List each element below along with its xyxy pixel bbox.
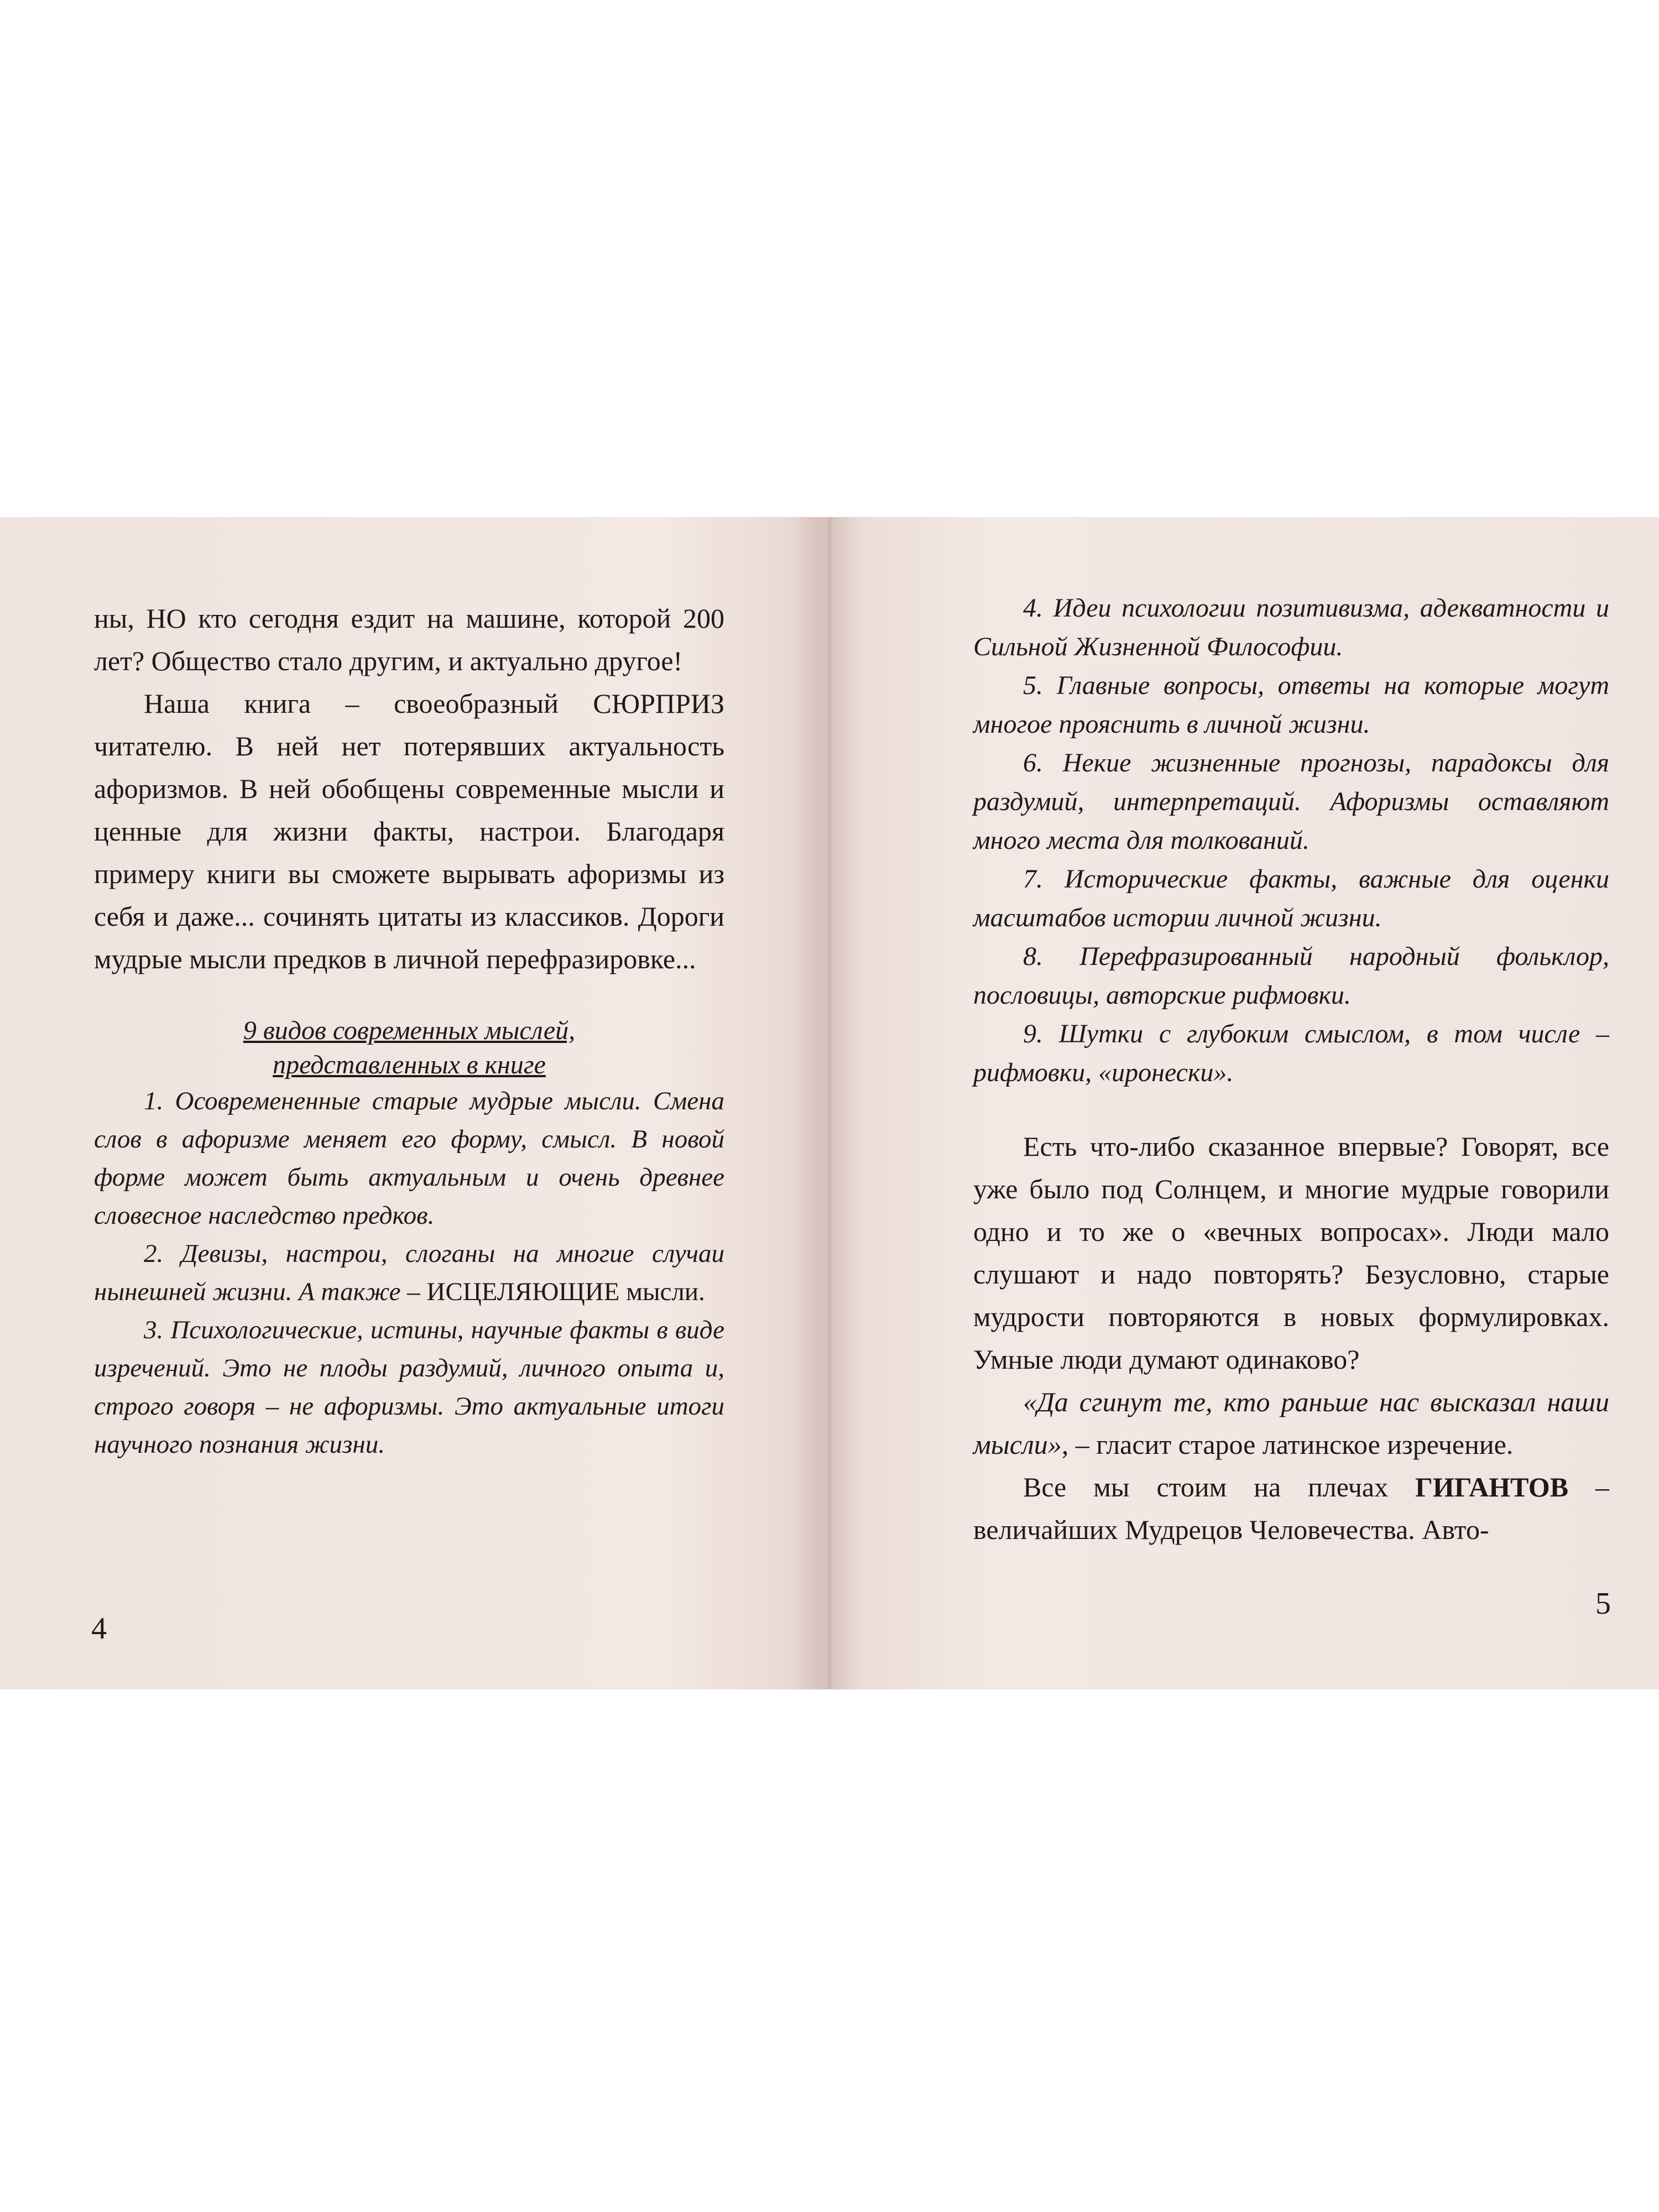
list-item-4: 4. Идеи психологии позитивизма, адекватности и Сильной Жизненной Философии. <box>973 593 1609 661</box>
left-page <box>0 517 830 1689</box>
section-heading-line-1: 9 видов современных мыслей, <box>243 1016 576 1045</box>
list-item-2-tail: мысли. <box>626 1277 705 1306</box>
last-lead: Все мы стоим на плечах <box>1023 1472 1389 1503</box>
latin-quote-tail: , – гласит старое латинское изречение. <box>1061 1429 1514 1460</box>
giants-word: ГИГАНТОВ <box>1415 1472 1569 1503</box>
page-number-left: 4 <box>91 1611 107 1646</box>
list-item-8: 8. Перефразированный народный фольклор, пословицы, авторские рифмовки. <box>973 942 1609 1010</box>
list-item-9: 9. Шутки с глубоким смыслом, в том числе – рифмовки, «иронески». <box>973 1019 1609 1087</box>
right-quote-paragraph <box>973 1381 1609 1466</box>
left-paragraph-2: Наша книга – своеобразный СЮРПРИЗ читателю. В ней нет потерявших актуальность афоризмов. В ней обобщены современные мысли и ценные для жизни факты, настрои. Благодаря примеру книги вы сможете вырывать афоризмы из себя и даже... сочинять цитаты из классиков. Дороги мудрые мысли предков в личной перефразировке... <box>94 688 724 974</box>
book-spread <box>0 517 1659 1689</box>
page-number-right: 5 <box>1595 1587 1611 1621</box>
list-item-5: 5. Главные вопросы, ответы на которые могут многое прояснить в личной жизни. <box>973 671 1609 739</box>
last-tail: – величайших Мудрецов Человечества. Авто- <box>973 1472 1610 1545</box>
list-item-1: 1. Осовремененные старые мудрые мысли. Смена слов в афоризме меняет его форму, смысл. В новой форме может быть актуальным и очень древнее словесное наследство предков. <box>94 1087 724 1230</box>
list-item-6: 6. Некие жизненные прогнозы, парадоксы для раздумий, интерпретаций. Афоризмы оставляют много места для толкований. <box>973 748 1609 855</box>
list-item-7: 7. Исторические факты, важные для оценки масштабов истории личной жизни. <box>973 864 1609 932</box>
right-page-text <box>973 589 1609 1551</box>
list-item-2-text: 2. Девизы, настрои, слоганы на многие случаи нынешней жизни. А также – <box>94 1239 724 1306</box>
spacer <box>973 1092 1609 1125</box>
left-page-text <box>94 597 724 1464</box>
left-list <box>94 1082 724 1464</box>
right-paragraph-1: Есть что-либо сказанное впервые? Говорят, все уже было под Солнцем, и многие мудрые говорили одно и то же о «вечных вопросах». Люди мало слушают и надо повторять? Безусловно, старые мудрости повторяются в новых формулировках. Умные люди думают одинаково? <box>973 1131 1609 1375</box>
section-heading <box>94 1014 724 1082</box>
right-page <box>830 517 1659 1689</box>
list-item-3: 3. Психологические, истины, научные факты в виде изречений. Это не плоды раздумий, личного опыта и, строго говоря – не афоризмы. Это актуальные итоги научного познания жизни. <box>94 1316 724 1459</box>
right-paragraph-last <box>973 1466 1609 1551</box>
left-paragraph-1: ны, НО кто сегодня ездит на машине, которой 200 лет? Общество стало другим, и актуально другое! <box>94 603 724 676</box>
list-item-2 <box>94 1235 724 1311</box>
section-heading-line-2: представленных в книге <box>273 1050 546 1079</box>
latin-quote: «Да сгинут те, кто раньше нас высказал наши мысли» <box>973 1386 1609 1460</box>
list-item-2-caps: ИСЦЕЛЯЮЩИЕ <box>426 1277 620 1306</box>
